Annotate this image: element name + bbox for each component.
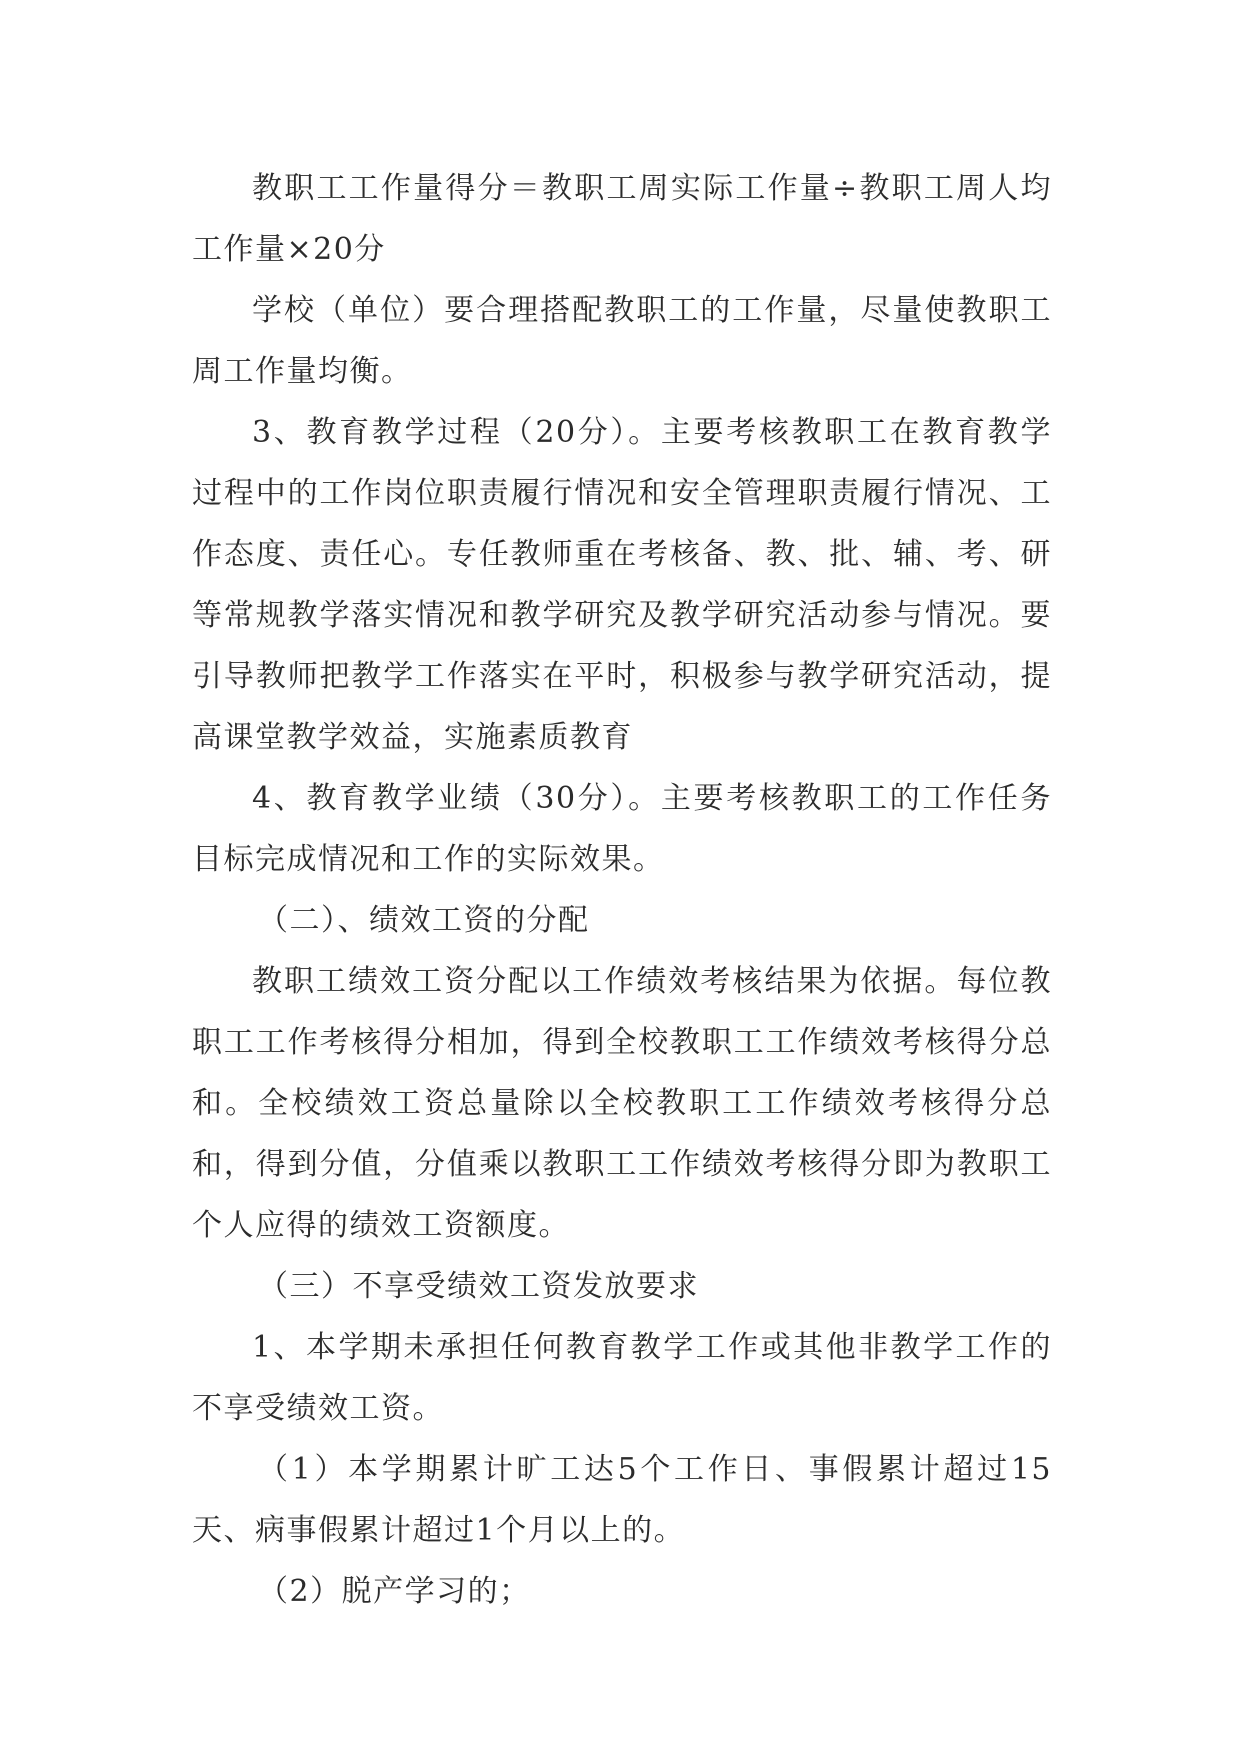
paragraph-workload-balance: 学校（单位）要合理搭配教职工的工作量，尽量使教职工周工作量均衡。 [192, 293, 1052, 389]
paragraph-workload-formula: 教职工工作量得分＝教职工周实际工作量÷教职工周人均工作量×20分 [192, 171, 1052, 267]
paragraph-exclusion-1-2: （2）脱产学习的； [258, 1574, 531, 1609]
paragraph-teaching-process: 3、教育教学过程（20分）。主要考核教职工在教育教学过程中的工作岗位职责履行情况和安全管理职责履行情况、工作态度、责任心。专任教师重在考核备、教、批、辅、考、研等常规教学落实情况和教学研究及教学研究活动参与情况。要引导教师把教学工作落实在平时，积极参与教学研究活动，提高课堂教学效益，实施素质教育 [192, 415, 1052, 755]
paragraph-exclusion-1: 1、本学期未承担任何教育教学工作或其他非教学工作的不享受绩效工资。 [192, 1330, 1052, 1426]
paragraph-teaching-performance: 4、教育教学业绩（30分）。主要考核教职工的工作任务目标完成情况和工作的实际效果。 [192, 781, 1052, 877]
paragraph-exclusion-1-1: （1）本学期累计旷工达5个工作日、事假累计超过15天、病事假累计超过1个月以上的。 [192, 1452, 1052, 1548]
section-heading-distribution: （二）、绩效工资的分配 [258, 903, 590, 938]
paragraph-distribution-rules: 教职工绩效工资分配以工作绩效考核结果为依据。每位教职工工作考核得分相加，得到全校教职工工作绩效考核得分总和。全校绩效工资总量除以全校教职工工作绩效考核得分总和，得到分值，分值乘以教职工工作绩效考核得分即为教职工个人应得的绩效工资额度。 [192, 964, 1052, 1243]
document-body [192, 158, 1052, 1622]
section-heading-exclusions: （三）不享受绩效工资发放要求 [258, 1269, 699, 1304]
